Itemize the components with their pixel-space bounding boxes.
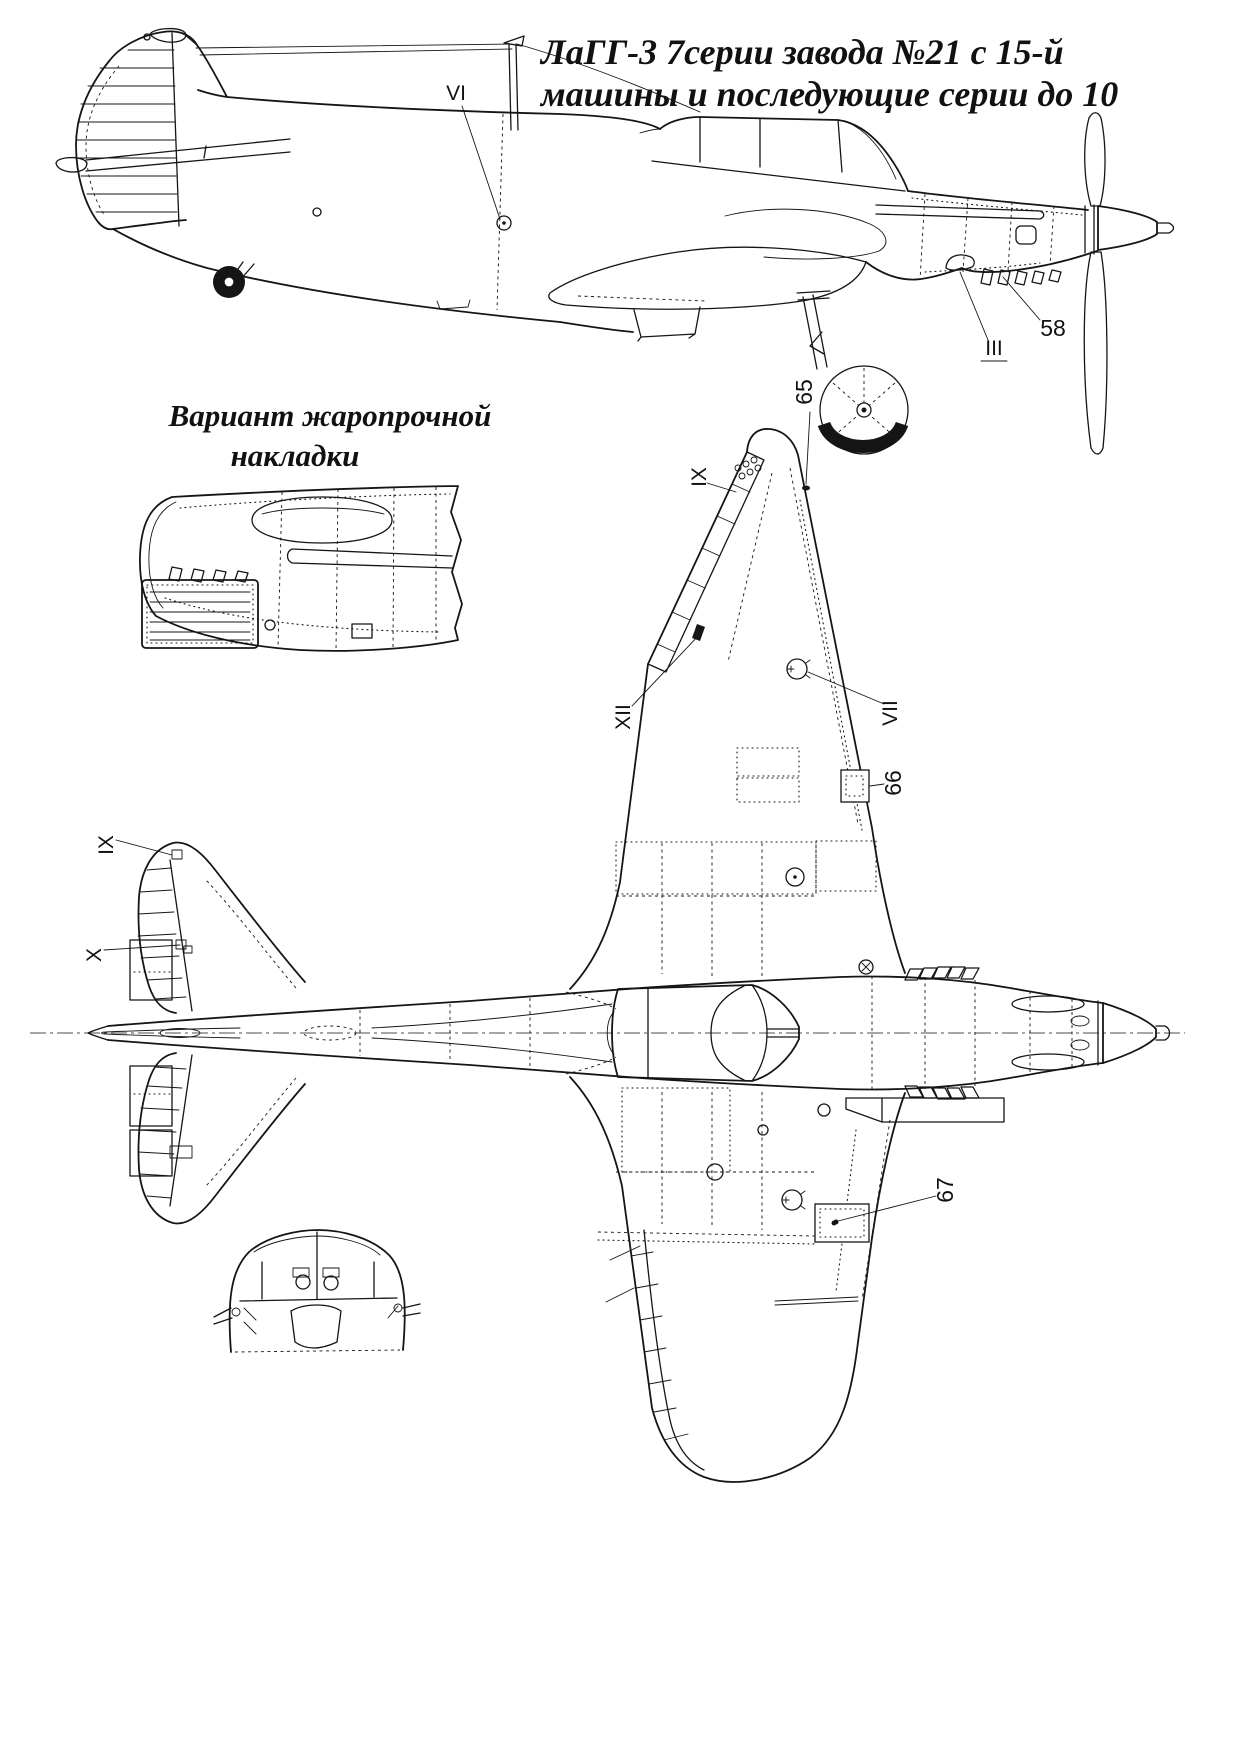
hatch-67 bbox=[815, 1204, 869, 1242]
plan-stabilizer-left bbox=[130, 1053, 305, 1223]
leader-58 bbox=[1003, 277, 1040, 320]
gear-leg bbox=[797, 291, 830, 369]
variant-caption-line2: накладки bbox=[230, 438, 360, 473]
prop-blade-lower bbox=[1084, 252, 1107, 454]
cowl-bottom bbox=[866, 251, 1097, 280]
cowl-hatch bbox=[1016, 226, 1036, 244]
side-view-nose bbox=[549, 191, 1097, 341]
antenna-mast bbox=[504, 36, 524, 130]
fitting-x bbox=[176, 940, 186, 949]
prop-shaft bbox=[1157, 223, 1174, 233]
gun-barrel bbox=[876, 205, 1044, 219]
pilot-seat bbox=[291, 1305, 341, 1348]
sheet-title-line1: ЛаГГ-3 7серии завода №21 с 15-й bbox=[541, 32, 1064, 72]
plan-nose bbox=[846, 967, 1170, 1122]
prop-blade-upper bbox=[1085, 113, 1105, 206]
aileron-control-rod bbox=[775, 1297, 858, 1305]
trim-tab-actuator bbox=[692, 624, 705, 641]
side-view-fuselage bbox=[196, 36, 700, 332]
side-view-propeller bbox=[1084, 113, 1173, 454]
fitting-ix bbox=[172, 850, 182, 859]
leader-vi bbox=[462, 106, 500, 219]
plan-fuselage bbox=[88, 960, 1103, 1090]
exhaust-stubs bbox=[981, 269, 1061, 285]
tailplane bbox=[86, 139, 290, 171]
heat-resistant-plate bbox=[142, 580, 258, 648]
callout-65: 65 bbox=[791, 379, 817, 405]
side-view-landing-gear bbox=[797, 291, 908, 454]
leader-iii bbox=[960, 272, 988, 340]
plan-stabilizer-right bbox=[130, 843, 305, 1013]
gun-trough-left bbox=[1012, 1054, 1084, 1070]
fuselage-bottom bbox=[113, 229, 560, 322]
side-view-canopy bbox=[640, 117, 908, 191]
variant-gun-barrel bbox=[288, 549, 453, 568]
gun-breech bbox=[324, 1276, 338, 1290]
wing-fairing bbox=[725, 209, 886, 259]
sheet-title-line2: машины и последующие серии до 10 bbox=[541, 74, 1119, 114]
elevator-horn bbox=[56, 158, 87, 172]
wing-root-airfoil bbox=[549, 247, 866, 309]
variant-nose-detail bbox=[140, 486, 462, 651]
canopy-outline bbox=[660, 117, 908, 191]
walkway-panel bbox=[816, 841, 876, 891]
callout-xii: XII bbox=[612, 704, 635, 730]
flap-aileron-ribs bbox=[631, 1252, 688, 1440]
callouts bbox=[83, 82, 1066, 1225]
plan-view bbox=[30, 429, 1185, 1482]
callout-ix-tail: IX bbox=[95, 835, 118, 855]
radiator-bath bbox=[634, 307, 700, 341]
callout-58: 58 bbox=[1040, 315, 1066, 341]
callout-iii: III bbox=[985, 337, 1003, 360]
variant-caption-line1: Вариант жаропрочной bbox=[168, 398, 492, 433]
callout-vi: VI bbox=[446, 82, 466, 105]
intake-scoop bbox=[846, 1098, 1004, 1122]
leader-x-tail bbox=[104, 945, 180, 950]
callout-66: 66 bbox=[880, 770, 906, 796]
cross-section-detail bbox=[214, 1230, 420, 1352]
variant-outline bbox=[140, 486, 462, 651]
callout-vii: VII bbox=[879, 700, 902, 726]
callout-x-tail: X bbox=[83, 947, 106, 963]
callout-ix-wing: IX bbox=[688, 467, 711, 487]
plan-wing-left bbox=[570, 1077, 905, 1482]
spinner bbox=[1098, 206, 1157, 250]
wing-stub-lines bbox=[214, 1304, 420, 1324]
leader-xii bbox=[632, 634, 700, 706]
hatch-66 bbox=[841, 770, 869, 802]
callout-67: 67 bbox=[932, 1177, 958, 1203]
variant-gun-trough bbox=[252, 497, 392, 543]
leader-65 bbox=[806, 412, 810, 484]
side-view-tail bbox=[56, 29, 560, 322]
fin-outline bbox=[76, 31, 227, 229]
gun-trough-right bbox=[1012, 996, 1084, 1012]
